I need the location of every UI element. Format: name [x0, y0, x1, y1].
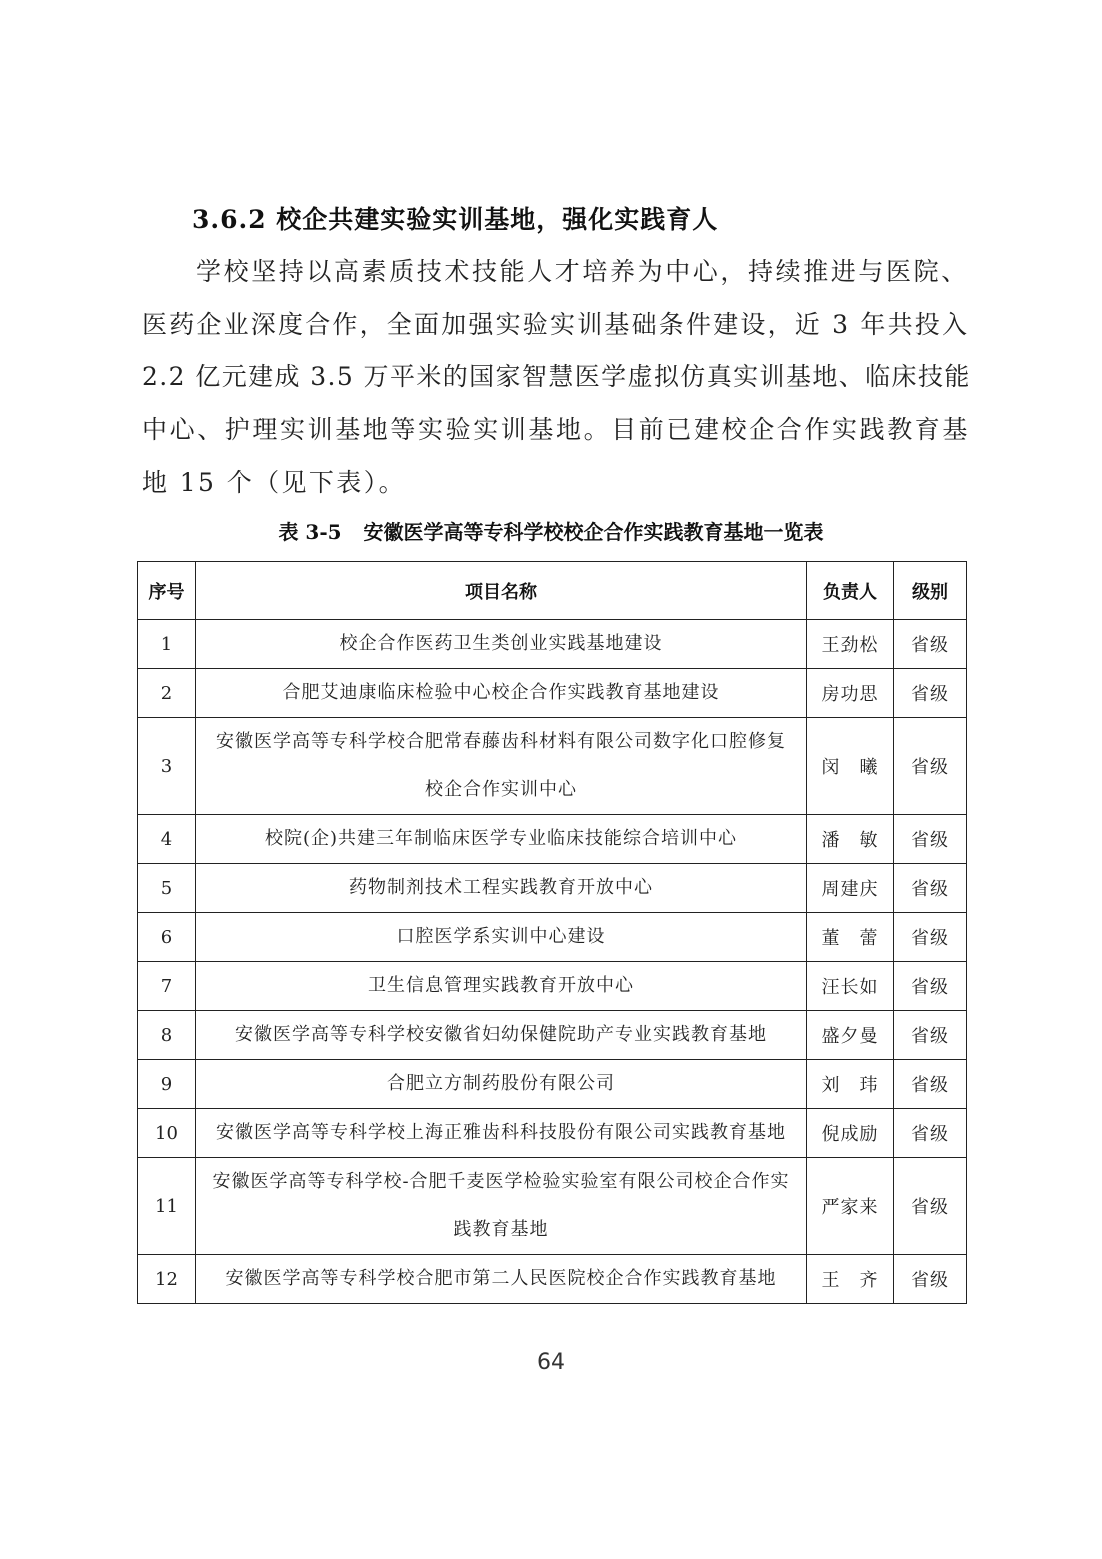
row-project-name-line: 口腔医学系实训中心建设 — [396, 926, 606, 947]
row-index: 7 — [138, 962, 196, 1011]
row-leader: 闵 曦 — [807, 718, 894, 815]
row-index: 1 — [138, 620, 196, 669]
row-project-name — [196, 1255, 807, 1304]
row-index: 2 — [138, 669, 196, 718]
header-index: 序号 — [138, 562, 196, 620]
row-level: 省级 — [894, 1060, 967, 1109]
row-project-name — [196, 864, 807, 913]
paragraph-line-4: 中心、护理实训基地等实验实训基地。目前已建校企合作实践教育基 — [142, 415, 971, 444]
row-level: 省级 — [894, 1255, 967, 1304]
paragraph-line-1: 学校坚持以高素质技术技能人才培养为中心，持续推进与医院、 — [196, 257, 969, 286]
row-project-name — [196, 620, 807, 669]
row-leader: 汪长如 — [807, 962, 894, 1011]
row-index: 9 — [138, 1060, 196, 1109]
table-row — [138, 669, 967, 718]
table-row — [138, 864, 967, 913]
row-project-name-line: 校院(企)共建三年制临床医学专业临床技能综合培训中心 — [264, 828, 738, 849]
row-level: 省级 — [894, 718, 967, 815]
row-level: 省级 — [894, 620, 967, 669]
row-project-name — [196, 1060, 807, 1109]
header-leader: 负责人 — [807, 562, 894, 620]
row-level: 省级 — [894, 1158, 967, 1255]
row-project-name — [196, 815, 807, 864]
row-project-name — [196, 913, 807, 962]
paragraph-line-3: 2.2 亿元建成 3.5 万平米的国家智慧医学虚拟仿真实训基地、临床技能 — [142, 362, 971, 391]
row-index: 10 — [138, 1109, 196, 1158]
row-leader: 房功思 — [807, 669, 894, 718]
row-project-name — [196, 669, 807, 718]
row-project-name-line: 合肥艾迪康临床检验中心校企合作实践教育基地建设 — [282, 682, 720, 703]
practice-base-table — [137, 561, 967, 1304]
row-level: 省级 — [894, 913, 967, 962]
row-project-name-line: 药物制剂技术工程实践教育开放中心 — [349, 877, 653, 898]
row-project-name-line: 践教育基地 — [453, 1219, 549, 1240]
row-level: 省级 — [894, 1109, 967, 1158]
header-level: 级别 — [894, 562, 967, 620]
row-level: 省级 — [894, 815, 967, 864]
table-row — [138, 1011, 967, 1060]
table-caption-number: 表 3-5 — [278, 520, 342, 544]
row-leader: 严家来 — [807, 1158, 894, 1255]
table-row — [138, 1109, 967, 1158]
table-row — [138, 1060, 967, 1109]
row-project-name-line: 安徽医学高等专科学校-合肥千麦医学检验实验室有限公司校企合作实 — [212, 1171, 790, 1192]
row-index: 5 — [138, 864, 196, 913]
section-heading: 3.6.2 校企共建实验实训基地，强化实践育人 — [192, 205, 719, 234]
table-caption-title: 安徽医学高等专科学校校企合作实践教育基地一览表 — [363, 520, 824, 544]
table-row — [138, 1158, 967, 1255]
row-level: 省级 — [894, 1011, 967, 1060]
table-caption — [0, 516, 1102, 545]
table-row — [138, 1255, 967, 1304]
row-index: 4 — [138, 815, 196, 864]
row-leader: 王劲松 — [807, 620, 894, 669]
row-project-name-line: 校企合作实训中心 — [425, 779, 577, 800]
table-row — [138, 620, 967, 669]
paragraph-line-2: 医药企业深度合作，全面加强实验实训基础条件建设，近 3 年共投入 — [142, 310, 970, 339]
row-project-name — [196, 718, 807, 815]
row-index: 6 — [138, 913, 196, 962]
header-name: 项目名称 — [196, 562, 807, 620]
row-leader: 王 齐 — [807, 1255, 894, 1304]
row-leader: 董 蕾 — [807, 913, 894, 962]
table-row — [138, 815, 967, 864]
row-project-name — [196, 1109, 807, 1158]
row-project-name — [196, 962, 807, 1011]
row-project-name-line: 安徽医学高等专科学校合肥市第二人民医院校企合作实践教育基地 — [225, 1268, 777, 1289]
row-index: 12 — [138, 1255, 196, 1304]
row-leader: 刘 玮 — [807, 1060, 894, 1109]
row-project-name-line: 安徽医学高等专科学校合肥常春藤齿科材料有限公司数字化口腔修复 — [216, 731, 786, 752]
table-row — [138, 718, 967, 815]
row-project-name — [196, 1158, 807, 1255]
row-index: 8 — [138, 1011, 196, 1060]
row-leader: 周建庆 — [807, 864, 894, 913]
row-project-name-line: 卫生信息管理实践教育开放中心 — [368, 975, 634, 996]
row-project-name-line: 合肥立方制药股份有限公司 — [387, 1073, 615, 1094]
row-index: 11 — [138, 1158, 196, 1255]
page-number: 64 — [537, 1350, 565, 1375]
row-project-name — [196, 1011, 807, 1060]
row-leader: 潘 敏 — [807, 815, 894, 864]
row-level: 省级 — [894, 962, 967, 1011]
row-leader: 倪成励 — [807, 1109, 894, 1158]
table-row — [138, 913, 967, 962]
row-project-name-line: 校企合作医药卫生类创业实践基地建设 — [339, 633, 663, 654]
row-index: 3 — [138, 718, 196, 815]
row-project-name-line: 安徽医学高等专科学校安徽省妇幼保健院助产专业实践教育基地 — [235, 1024, 767, 1045]
row-level: 省级 — [894, 864, 967, 913]
table-header-row — [138, 562, 967, 620]
row-leader: 盛夕曼 — [807, 1011, 894, 1060]
row-project-name-line: 安徽医学高等专科学校上海正雅齿科科技股份有限公司实践教育基地 — [216, 1122, 786, 1143]
row-level: 省级 — [894, 669, 967, 718]
paragraph-line-5: 地 15 个（见下表）。 — [142, 468, 407, 497]
table-row — [138, 962, 967, 1011]
